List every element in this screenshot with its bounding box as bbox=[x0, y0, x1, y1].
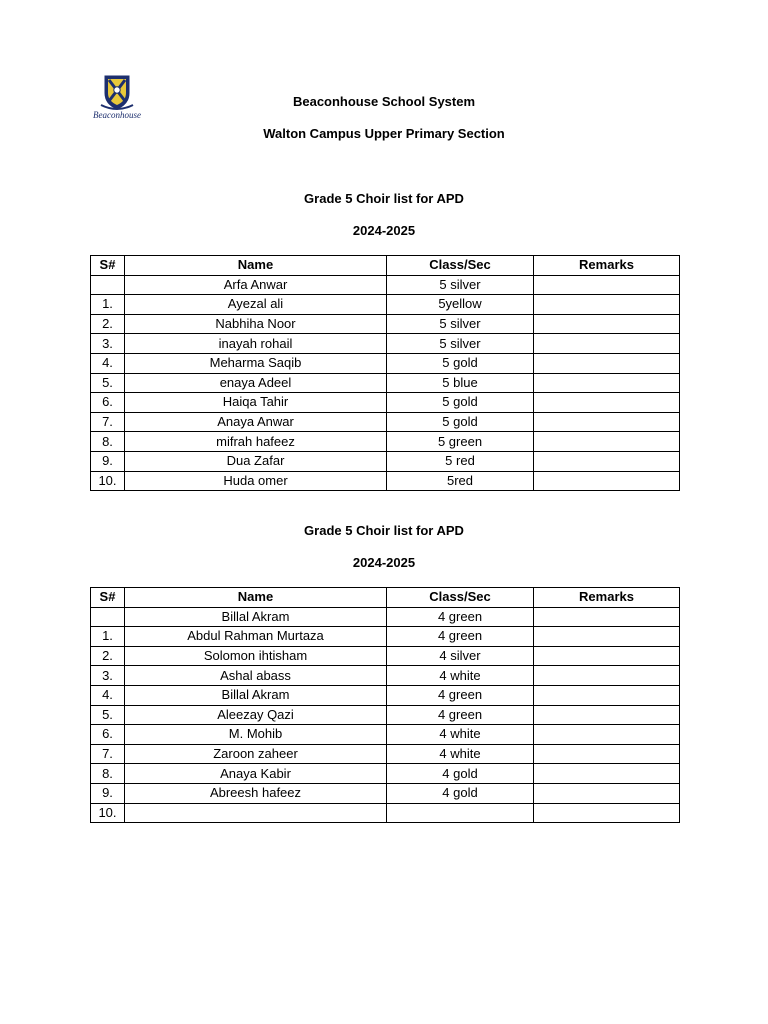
table-row bbox=[91, 705, 680, 725]
list-title: Grade 5 Choir list for APD bbox=[304, 523, 464, 538]
cell-class: 4 white bbox=[387, 666, 534, 686]
cell-sn: 9. bbox=[91, 783, 125, 803]
table-row bbox=[91, 783, 680, 803]
cell-remarks bbox=[534, 666, 680, 686]
cell-name: Solomon ihtisham bbox=[125, 646, 387, 666]
cell-name: Abreesh hafeez bbox=[125, 783, 387, 803]
cell-class: 5 gold bbox=[387, 393, 534, 413]
table-row bbox=[91, 607, 680, 627]
cell-sn: 5. bbox=[91, 373, 125, 393]
cell-remarks bbox=[534, 764, 680, 784]
cell-class: 4 green bbox=[387, 705, 534, 725]
cell-class: 4 green bbox=[387, 685, 534, 705]
cell-name: enaya Adeel bbox=[125, 373, 387, 393]
cell-name: Billal Akram bbox=[125, 685, 387, 705]
cell-remarks bbox=[534, 295, 680, 315]
table-row bbox=[91, 373, 680, 393]
cell-remarks bbox=[534, 471, 680, 491]
cell-class bbox=[387, 803, 534, 823]
cell-class: 5 gold bbox=[387, 353, 534, 373]
cell-class: 5 silver bbox=[387, 314, 534, 334]
table-row bbox=[91, 471, 680, 491]
cell-class: 4 white bbox=[387, 725, 534, 745]
cell-class: 4 white bbox=[387, 744, 534, 764]
table-row bbox=[91, 725, 680, 745]
cell-sn: 10. bbox=[91, 471, 125, 491]
header-class: Class/Sec bbox=[387, 588, 534, 608]
cell-sn bbox=[91, 275, 125, 295]
cell-remarks bbox=[534, 334, 680, 354]
table-row bbox=[91, 334, 680, 354]
cell-class: 5yellow bbox=[387, 295, 534, 315]
cell-remarks bbox=[534, 412, 680, 432]
cell-sn: 8. bbox=[91, 432, 125, 452]
list-title: Grade 5 Choir list for APD bbox=[304, 191, 464, 206]
table-row bbox=[91, 412, 680, 432]
cell-name: Ashal abass bbox=[125, 666, 387, 686]
cell-remarks bbox=[534, 607, 680, 627]
cell-name: Abdul Rahman Murtaza bbox=[125, 627, 387, 647]
cell-name: inayah rohail bbox=[125, 334, 387, 354]
table-row bbox=[91, 275, 680, 295]
logo-text: Beaconhouse bbox=[93, 110, 141, 120]
cell-sn: 4. bbox=[91, 353, 125, 373]
choir-table bbox=[90, 255, 680, 491]
table-row bbox=[91, 451, 680, 471]
table-header-row bbox=[91, 256, 680, 276]
table-row bbox=[91, 666, 680, 686]
cell-class: 4 green bbox=[387, 627, 534, 647]
cell-name: Aleezay Qazi bbox=[125, 705, 387, 725]
cell-sn bbox=[91, 607, 125, 627]
cell-class: 5 silver bbox=[387, 275, 534, 295]
header-name: Name bbox=[125, 256, 387, 276]
cell-remarks bbox=[534, 353, 680, 373]
cell-name bbox=[125, 803, 387, 823]
cell-remarks bbox=[534, 373, 680, 393]
cell-sn: 5. bbox=[91, 705, 125, 725]
cell-sn: 7. bbox=[91, 412, 125, 432]
cell-remarks bbox=[534, 275, 680, 295]
cell-name: Haiqa Tahir bbox=[125, 393, 387, 413]
header-sn: S# bbox=[91, 588, 125, 608]
header-name: Name bbox=[125, 588, 387, 608]
cell-remarks bbox=[534, 685, 680, 705]
header-remarks: Remarks bbox=[534, 256, 680, 276]
table-row bbox=[91, 393, 680, 413]
cell-class: 4 green bbox=[387, 607, 534, 627]
table-row bbox=[91, 764, 680, 784]
table-row bbox=[91, 646, 680, 666]
cell-sn: 6. bbox=[91, 725, 125, 745]
cell-remarks bbox=[534, 314, 680, 334]
cell-sn: 2. bbox=[91, 646, 125, 666]
cell-class: 5 green bbox=[387, 432, 534, 452]
cell-class: 4 gold bbox=[387, 764, 534, 784]
cell-remarks bbox=[534, 783, 680, 803]
table-row bbox=[91, 314, 680, 334]
school-name: Beaconhouse School System bbox=[292, 94, 476, 109]
cell-class: 4 silver bbox=[387, 646, 534, 666]
cell-class: 5 gold bbox=[387, 412, 534, 432]
cell-name: Anaya Kabir bbox=[125, 764, 387, 784]
header-remarks: Remarks bbox=[534, 588, 680, 608]
table-header-row bbox=[91, 588, 680, 608]
cell-remarks bbox=[534, 725, 680, 745]
cell-class: 4 gold bbox=[387, 783, 534, 803]
cell-name: Anaya Anwar bbox=[125, 412, 387, 432]
cell-name: Nabhiha Noor bbox=[125, 314, 387, 334]
table-row bbox=[91, 353, 680, 373]
cell-name: Billal Akram bbox=[125, 607, 387, 627]
table-row bbox=[91, 685, 680, 705]
table-row bbox=[91, 432, 680, 452]
cell-remarks bbox=[534, 393, 680, 413]
cell-sn: 3. bbox=[91, 666, 125, 686]
table-row bbox=[91, 744, 680, 764]
cell-name: Arfa Anwar bbox=[125, 275, 387, 295]
list-year: 2024-2025 bbox=[352, 223, 416, 238]
cell-name: Zaroon zaheer bbox=[125, 744, 387, 764]
cell-sn: 1. bbox=[91, 295, 125, 315]
cell-sn: 2. bbox=[91, 314, 125, 334]
cell-class: 5red bbox=[387, 471, 534, 491]
cell-sn: 8. bbox=[91, 764, 125, 784]
cell-name: Meharma Saqib bbox=[125, 353, 387, 373]
cell-class: 5 silver bbox=[387, 334, 534, 354]
cell-remarks bbox=[534, 705, 680, 725]
cell-sn: 7. bbox=[91, 744, 125, 764]
cell-class: 5 blue bbox=[387, 373, 534, 393]
cell-sn: 6. bbox=[91, 393, 125, 413]
cell-remarks bbox=[534, 432, 680, 452]
cell-remarks bbox=[534, 744, 680, 764]
cell-remarks bbox=[534, 803, 680, 823]
cell-remarks bbox=[534, 627, 680, 647]
cell-remarks bbox=[534, 646, 680, 666]
cell-class: 5 red bbox=[387, 451, 534, 471]
cell-name: M. Mohib bbox=[125, 725, 387, 745]
cell-name: Ayezal ali bbox=[125, 295, 387, 315]
list-year: 2024-2025 bbox=[352, 555, 416, 570]
header-sn: S# bbox=[91, 256, 125, 276]
header-class: Class/Sec bbox=[387, 256, 534, 276]
cell-sn: 3. bbox=[91, 334, 125, 354]
cell-sn: 1. bbox=[91, 627, 125, 647]
table-row bbox=[91, 627, 680, 647]
cell-remarks bbox=[534, 451, 680, 471]
cell-name: Dua Zafar bbox=[125, 451, 387, 471]
table-row bbox=[91, 295, 680, 315]
cell-name: Huda omer bbox=[125, 471, 387, 491]
cell-name: mifrah hafeez bbox=[125, 432, 387, 452]
cell-sn: 4. bbox=[91, 685, 125, 705]
campus-name: Walton Campus Upper Primary Section bbox=[263, 126, 505, 141]
cell-sn: 9. bbox=[91, 451, 125, 471]
choir-table bbox=[90, 587, 680, 823]
table-row bbox=[91, 803, 680, 823]
cell-sn: 10. bbox=[91, 803, 125, 823]
